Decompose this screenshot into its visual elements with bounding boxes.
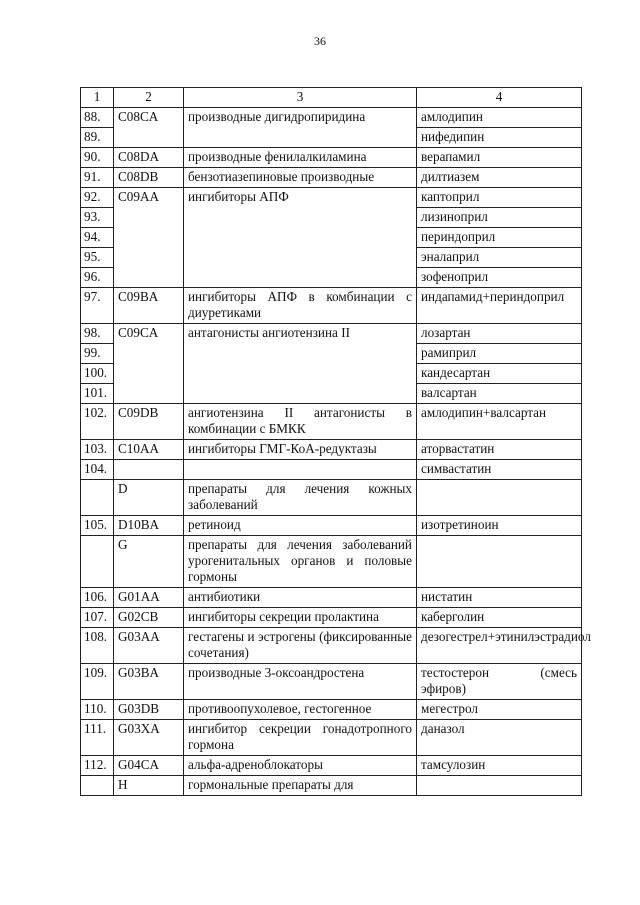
drug-group-cell: производные фенилалкиламина xyxy=(184,148,417,168)
drug-group-cell: альфа-адреноблокаторы xyxy=(184,756,417,776)
row-number-cell xyxy=(81,536,114,588)
row-number-cell: 94. xyxy=(81,228,114,248)
drug-name-cell: аторвастатин xyxy=(417,440,582,460)
drug-name-cell: лизиноприл xyxy=(417,208,582,228)
table-row xyxy=(81,516,582,536)
drug-name-cell: тамсулозин xyxy=(417,756,582,776)
drug-name-cell: дилтиазем xyxy=(417,168,582,188)
atc-code-cell: G xyxy=(114,536,184,588)
drug-name-cell: верапамил xyxy=(417,148,582,168)
drug-name-cell: кандесартан xyxy=(417,364,582,384)
drug-name-cell: даназол xyxy=(417,720,582,756)
drug-name-cell xyxy=(417,480,582,516)
table-row xyxy=(81,188,582,208)
drug-name-cell: нистатин xyxy=(417,588,582,608)
table-row xyxy=(81,404,582,440)
drug-name-cell xyxy=(417,776,582,796)
atc-code-cell: D xyxy=(114,480,184,516)
row-number-cell: 95. xyxy=(81,248,114,268)
drug-name-cell: каптоприл xyxy=(417,188,582,208)
row-number-cell: 108. xyxy=(81,628,114,664)
drug-name-cell: лозартан xyxy=(417,324,582,344)
row-number-cell: 102. xyxy=(81,404,114,440)
atc-code-cell: G03BA xyxy=(114,664,184,700)
row-number-cell: 96. xyxy=(81,268,114,288)
drug-table xyxy=(80,87,591,796)
drug-name-cell: нифедипин xyxy=(417,128,582,148)
drug-group-cell: гестагены и эстрогены (фиксированные сочетания) xyxy=(184,628,417,664)
row-number-cell xyxy=(81,480,114,516)
drug-group-cell: препараты для лечения заболеваний урогенитальных органов и половые гормоны xyxy=(184,536,417,588)
drug-name-cell: мегестрол xyxy=(417,700,582,720)
drug-name-cell: изотретиноин xyxy=(417,516,582,536)
drug-name-cell xyxy=(417,536,582,588)
atc-code-cell: C09BA xyxy=(114,288,184,324)
drug-group-cell: ингибиторы АПФ xyxy=(184,188,417,288)
atc-code-cell: C09AA xyxy=(114,188,184,288)
row-number-cell: 107. xyxy=(81,608,114,628)
drug-group-cell: противоопухолевое, гестогенное xyxy=(184,700,417,720)
drug-name-cell: индапамид+периндоприл xyxy=(417,288,582,324)
atc-code-cell xyxy=(114,460,184,480)
row-number-cell: 104. xyxy=(81,460,114,480)
atc-code-cell: D10BA xyxy=(114,516,184,536)
drug-name-cell: зофеноприл xyxy=(417,268,582,288)
row-number-cell: 93. xyxy=(81,208,114,228)
row-number-cell: 106. xyxy=(81,588,114,608)
atc-code-cell: C08DA xyxy=(114,148,184,168)
table-row xyxy=(81,628,582,664)
table-row xyxy=(81,776,582,796)
table-row xyxy=(81,148,582,168)
row-number-cell: 89. xyxy=(81,128,114,148)
table-row xyxy=(81,608,582,628)
row-number-cell: 103. xyxy=(81,440,114,460)
row-number-cell: 98. xyxy=(81,324,114,344)
drug-name-cell: амлодипин+валсартан xyxy=(417,404,582,440)
drug-name-cell: дезогестрел+этинилэстрадиол xyxy=(417,628,582,664)
table-row xyxy=(81,720,582,756)
table-row xyxy=(81,460,582,480)
atc-code-cell: C09DB xyxy=(114,404,184,440)
drug-name-cell: рамиприл xyxy=(417,344,582,364)
atc-code-cell: G01AA xyxy=(114,588,184,608)
header-cell-2: 2 xyxy=(114,88,184,108)
table-row xyxy=(81,588,582,608)
drug-group-cell: ингибиторы ГМГ-КоА-редуктазы xyxy=(184,440,417,460)
row-number-cell: 101. xyxy=(81,384,114,404)
row-number-cell: 112. xyxy=(81,756,114,776)
header-cell-3: 3 xyxy=(184,88,417,108)
table-row xyxy=(81,756,582,776)
atc-code-cell: C08CA xyxy=(114,108,184,148)
drug-name-cell: симвастатин xyxy=(417,460,582,480)
table-row xyxy=(81,440,582,460)
row-number-cell: 92. xyxy=(81,188,114,208)
atc-code-cell: C08DB xyxy=(114,168,184,188)
table-row xyxy=(81,700,582,720)
atc-code-cell: G03XA xyxy=(114,720,184,756)
row-number-cell: 109. xyxy=(81,664,114,700)
page-number: 36 xyxy=(314,34,326,48)
table-header-row xyxy=(81,88,582,108)
drug-group-cell: антагонисты ангиотензина II xyxy=(184,324,417,404)
drug-group-cell: производные дигидропиридина xyxy=(184,108,417,148)
drug-group-cell: ингибиторы АПФ в комбинации с диуретиками xyxy=(184,288,417,324)
table-row xyxy=(81,324,582,344)
drug-group-cell: ингибитор секреции гонадотропного гормона xyxy=(184,720,417,756)
drug-group-cell: ингибиторы секреции пролактина xyxy=(184,608,417,628)
row-number-cell: 110. xyxy=(81,700,114,720)
atc-code-cell: G02CB xyxy=(114,608,184,628)
atc-code-cell: G03AA xyxy=(114,628,184,664)
table-row xyxy=(81,288,582,324)
drug-name-cell: эналаприл xyxy=(417,248,582,268)
table-row xyxy=(81,664,582,700)
row-number-cell: 99. xyxy=(81,344,114,364)
atc-code-cell: H xyxy=(114,776,184,796)
table-row xyxy=(81,536,582,588)
drug-name-cell: амлодипин xyxy=(417,108,582,128)
header-cell-1: 1 xyxy=(81,88,114,108)
drug-table-body xyxy=(81,88,591,796)
row-number-cell xyxy=(81,776,114,796)
atc-code-cell: G03DB xyxy=(114,700,184,720)
drug-group-cell: бензотиазепиновые производные xyxy=(184,168,417,188)
row-number-cell: 97. xyxy=(81,288,114,324)
drug-name-cell: тестостерон (смесь эфиров) xyxy=(417,664,582,700)
drug-group-cell xyxy=(184,460,417,480)
header-cell-4: 4 xyxy=(417,88,582,108)
row-number-cell: 91. xyxy=(81,168,114,188)
atc-code-cell: C10AA xyxy=(114,440,184,460)
drug-group-cell: антибиотики xyxy=(184,588,417,608)
table-row xyxy=(81,168,582,188)
drug-group-cell: производные 3-оксоандростена xyxy=(184,664,417,700)
drug-group-cell: препараты для лечения кожных заболеваний xyxy=(184,480,417,516)
atc-code-cell: C09CA xyxy=(114,324,184,404)
drug-name-cell: каберголин xyxy=(417,608,582,628)
row-number-cell: 105. xyxy=(81,516,114,536)
atc-code-cell: G04CA xyxy=(114,756,184,776)
table-row xyxy=(81,108,582,128)
drug-name-cell: периндоприл xyxy=(417,228,582,248)
drug-group-cell: гормональные препараты для xyxy=(184,776,417,796)
row-number-cell: 111. xyxy=(81,720,114,756)
drug-name-cell: валсартан xyxy=(417,384,582,404)
drug-group-cell: ретиноид xyxy=(184,516,417,536)
table-row xyxy=(81,480,582,516)
row-number-cell: 90. xyxy=(81,148,114,168)
drug-group-cell: ангиотензина II антагонисты в комбинации с БМКК xyxy=(184,404,417,440)
row-number-cell: 88. xyxy=(81,108,114,128)
row-number-cell: 100. xyxy=(81,364,114,384)
